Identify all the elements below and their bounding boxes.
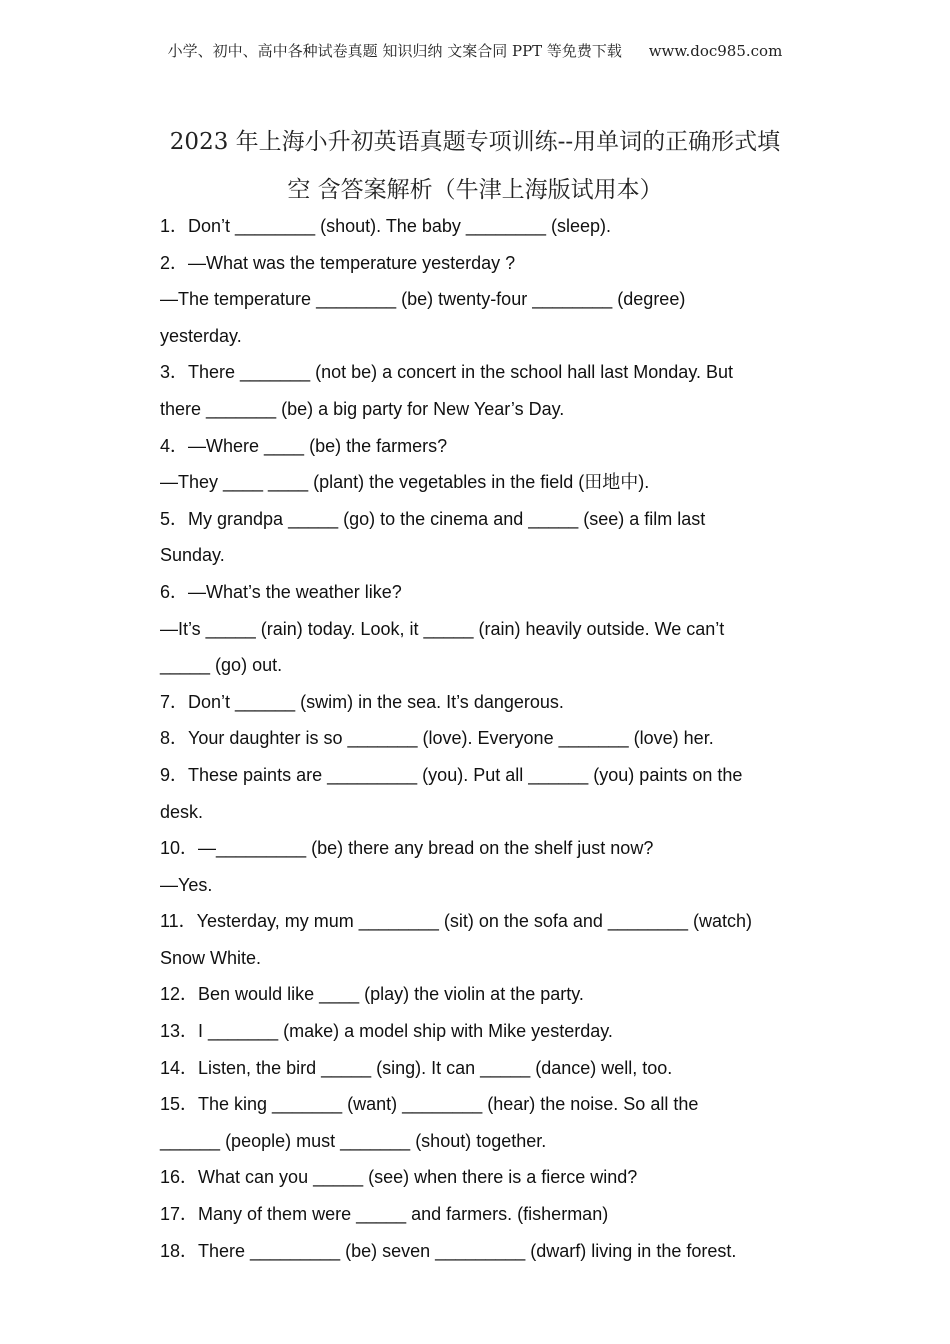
text-line: 12．Ben would like ____ (play) the violin at the party.	[160, 984, 584, 1005]
document-title	[120, 118, 830, 214]
text-line: 4．—Where ____ (be) the farmers?	[160, 435, 448, 456]
text-line: yesterday.	[160, 325, 242, 346]
text-line: 11．Yesterday, my mum ________ (sit) on the sofa and ________ (watch)	[160, 911, 753, 932]
text-line: there _______ (be) a big party for New Year’s Day.	[160, 398, 565, 419]
title-line-1: 2023 年上海小升初英语真题专项训练--用单词的正确形式填	[169, 129, 781, 155]
text-line: —They ____ ____ (plant) the vegetables in the field (田地中).	[160, 472, 650, 493]
text-line: Snow White.	[160, 947, 262, 968]
text-line: 16．What can you _____ (see) when there is a fierce wind?	[160, 1167, 638, 1188]
header-text: 小学、初中、高中各种试卷真题 知识归纳 文案合同 PPT 等免费下载	[167, 42, 622, 60]
text-line: desk.	[160, 801, 204, 822]
text-line: 8．Your daughter is so _______ (love). Everyone _______ (love) her.	[160, 728, 714, 749]
title-line-2: 空 含答案解析（牛津上海版试用本）	[287, 177, 663, 203]
text-line: —Yes.	[160, 874, 213, 895]
text-line: 14．Listen, the bird _____ (sing). It can _____ (dance) well, too.	[160, 1057, 673, 1078]
exercise-list	[160, 208, 800, 1269]
page-header	[0, 40, 950, 61]
text-line: 1．Don’t ________ (shout). The baby ________ (sleep).	[160, 216, 611, 236]
text-line: Sunday.	[160, 545, 225, 566]
text-line: 2．—What was the temperature yesterday ?	[160, 252, 516, 273]
text-line: 18．There _________ (be) seven _________ (dwarf) living in the forest.	[160, 1240, 737, 1261]
text-line: ______ (people) must _______ (shout) together.	[160, 1130, 547, 1151]
text-line: 17．Many of them were _____ and farmers. (fisherman)	[160, 1204, 609, 1225]
header-site-link[interactable]: www.doc985.com	[648, 42, 783, 60]
text-line: 10．—_________ (be) there any bread on the shelf just now?	[160, 838, 654, 859]
text-line: 7．Don’t ______ (swim) in the sea. It’s dangerous.	[160, 691, 564, 712]
text-line: 13．I _______ (make) a model ship with Mike yesterday.	[160, 1021, 613, 1042]
text-line: 6．—What’s the weather like?	[160, 581, 402, 602]
text-line: 9．These paints are _________ (you). Put all ______ (you) paints on the	[160, 764, 743, 785]
text-line: 3．There _______ (not be) a concert in the school hall last Monday. But	[160, 362, 734, 383]
text-line: 5．My grandpa _____ (go) to the cinema and _____ (see) a film last	[160, 508, 706, 529]
text-line: 15．The king _______ (want) ________ (hear) the noise. So all the	[160, 1094, 699, 1115]
text-line: _____ (go) out.	[160, 655, 283, 676]
text-line: —The temperature ________ (be) twenty-four ________ (degree)	[160, 289, 686, 310]
text-line: —It’s _____ (rain) today. Look, it _____ (rain) heavily outside. We can’t	[160, 618, 725, 639]
